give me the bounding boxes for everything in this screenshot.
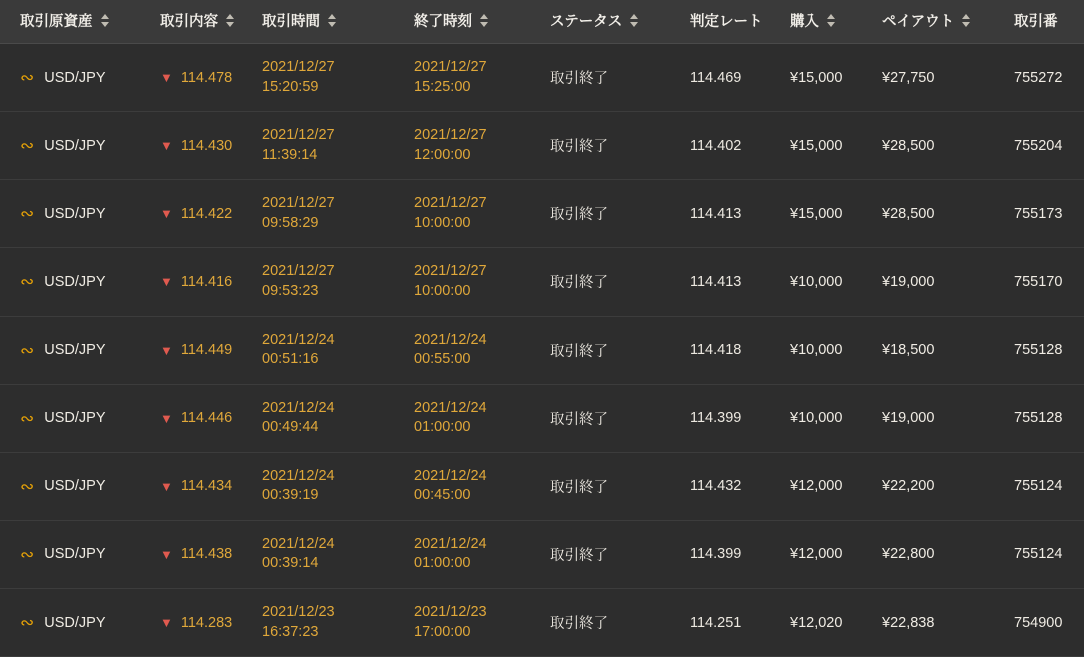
asset-label: USD/JPY [44, 614, 106, 631]
table-row[interactable] [0, 112, 1084, 180]
cell-asset [0, 180, 160, 248]
trade-time: 16:37:23 [262, 623, 319, 640]
entry-rate: 114.283 [180, 614, 233, 631]
cell-judge-rate [690, 44, 790, 112]
cell-asset [0, 112, 160, 180]
entry-rate: 114.478 [180, 69, 233, 86]
trade-time: 11:39:14 [262, 146, 318, 163]
cell-payout [882, 248, 1014, 316]
currency-pair-icon: ∾ [20, 68, 35, 88]
judge-rate: 114.402 [690, 137, 742, 154]
cell-asset [0, 520, 160, 588]
trade-time: 00:51:16 [262, 351, 319, 368]
trade-date: 2021/12/24 [262, 535, 335, 552]
arrow-down-icon: ▼ [160, 138, 173, 154]
currency-pair-icon: ∾ [20, 340, 35, 360]
entry-rate: 114.422 [180, 205, 233, 222]
trade-number: 755204 [1014, 137, 1063, 154]
judge-rate: 114.399 [690, 546, 742, 563]
end-time: 17:00:00 [414, 623, 471, 640]
cell-asset [0, 316, 160, 384]
judge-rate: 114.413 [690, 273, 742, 290]
trade-time: 09:53:23 [262, 282, 319, 299]
cell-end-time [414, 112, 550, 180]
judge-rate: 114.413 [690, 205, 742, 222]
cell-status [550, 316, 690, 384]
payout-amount: ¥27,750 [882, 69, 935, 86]
purchase-amount: ¥15,000 [790, 205, 843, 222]
cell-trade-number [1014, 44, 1084, 112]
cell-payout [882, 44, 1014, 112]
table-body [0, 44, 1084, 657]
cell-purchase [790, 316, 882, 384]
status-badge: 取引終了 [550, 616, 608, 633]
column-header-end-time-label: 終了時刻 [414, 14, 472, 30]
arrow-down-icon: ▼ [160, 615, 173, 631]
judge-rate: 114.251 [690, 614, 742, 631]
cell-trade-content [160, 180, 262, 248]
sort-icon[interactable] [827, 14, 835, 27]
cell-purchase [790, 248, 882, 316]
cell-purchase [790, 112, 882, 180]
cell-purchase [790, 44, 882, 112]
trade-number: 755124 [1014, 546, 1063, 563]
trade-date: 2021/12/24 [262, 399, 335, 416]
entry-rate: 114.430 [180, 137, 233, 154]
cell-purchase [790, 520, 882, 588]
cell-trade-content [160, 452, 262, 520]
column-header-trade-time-label: 取引時間 [262, 14, 320, 30]
trade-number: 755128 [1014, 342, 1063, 359]
cell-end-time [414, 384, 550, 452]
cell-payout [882, 452, 1014, 520]
cell-trade-time [262, 452, 414, 520]
judge-rate: 114.399 [690, 410, 742, 427]
cell-trade-number [1014, 180, 1084, 248]
trade-time: 00:39:19 [262, 487, 319, 504]
column-header-asset[interactable] [0, 0, 160, 44]
purchase-amount: ¥10,000 [790, 410, 843, 427]
column-header-judge-rate [690, 0, 790, 44]
end-time: 12:00:00 [414, 146, 471, 163]
trade-time: 15:20:59 [262, 78, 319, 95]
sort-icon[interactable] [480, 14, 488, 27]
cell-trade-number [1014, 384, 1084, 452]
trade-number: 755173 [1014, 205, 1063, 222]
cell-judge-rate [690, 248, 790, 316]
sort-icon[interactable] [328, 14, 336, 27]
cell-trade-time [262, 589, 414, 657]
column-header-trade-number-label: 取引番 [1014, 14, 1058, 30]
cell-asset [0, 589, 160, 657]
cell-trade-number [1014, 248, 1084, 316]
status-badge: 取引終了 [550, 411, 608, 428]
asset-label: USD/JPY [44, 137, 106, 154]
currency-pair-icon: ∾ [20, 544, 35, 564]
cell-status [550, 112, 690, 180]
cell-trade-time [262, 520, 414, 588]
cell-purchase [790, 452, 882, 520]
arrow-down-icon: ▼ [160, 546, 173, 562]
table-row[interactable] [0, 44, 1084, 112]
column-header-judge-rate-label: 判定レート [690, 14, 763, 30]
trade-date: 2021/12/27 [262, 263, 335, 280]
trade-date: 2021/12/24 [262, 331, 335, 348]
cell-trade-number [1014, 589, 1084, 657]
cell-status [550, 452, 690, 520]
trade-date: 2021/12/24 [262, 467, 335, 484]
entry-rate: 114.438 [180, 546, 233, 563]
cell-payout [882, 180, 1014, 248]
cell-trade-content [160, 112, 262, 180]
trade-date: 2021/12/27 [262, 127, 335, 144]
cell-trade-time [262, 44, 414, 112]
table-row[interactable] [0, 589, 1084, 657]
cell-purchase [790, 384, 882, 452]
end-time: 00:45:00 [414, 487, 471, 504]
sort-icon[interactable] [962, 14, 970, 27]
cell-trade-number [1014, 112, 1084, 180]
column-header-trade-number [1014, 0, 1084, 44]
end-time: 01:00:00 [414, 419, 471, 436]
cell-asset [0, 384, 160, 452]
asset-label: USD/JPY [44, 410, 106, 427]
cell-trade-content [160, 384, 262, 452]
end-date: 2021/12/24 [414, 399, 487, 416]
trade-date: 2021/12/27 [262, 59, 335, 75]
sort-icon[interactable] [630, 14, 638, 27]
currency-pair-icon: ∾ [20, 476, 35, 496]
status-badge: 取引終了 [550, 71, 608, 88]
payout-amount: ¥28,500 [882, 205, 935, 222]
cell-trade-content [160, 316, 262, 384]
table-row[interactable] [0, 180, 1084, 248]
cell-status [550, 44, 690, 112]
arrow-down-icon: ▼ [160, 206, 173, 222]
purchase-amount: ¥10,000 [790, 273, 843, 290]
end-time: 15:25:00 [414, 78, 471, 95]
arrow-down-icon: ▼ [160, 478, 173, 494]
payout-amount: ¥22,800 [882, 546, 935, 563]
trade-number: 755124 [1014, 478, 1063, 495]
table-header [0, 0, 1084, 44]
payout-amount: ¥28,500 [882, 137, 935, 154]
trade-time: 00:49:44 [262, 419, 319, 436]
asset-label: USD/JPY [44, 546, 106, 563]
cell-judge-rate [690, 316, 790, 384]
cell-trade-content [160, 589, 262, 657]
cell-end-time [414, 180, 550, 248]
column-header-payout[interactable] [882, 0, 1014, 44]
cell-trade-time [262, 112, 414, 180]
cell-judge-rate [690, 589, 790, 657]
entry-rate: 114.446 [180, 410, 233, 427]
purchase-amount: ¥15,000 [790, 137, 843, 154]
trade-number: 755272 [1014, 69, 1063, 86]
trade-number: 755128 [1014, 410, 1063, 427]
payout-amount: ¥22,838 [882, 614, 935, 631]
column-header-asset-label: 取引原資産 [20, 14, 93, 30]
cell-end-time [414, 520, 550, 588]
end-date: 2021/12/27 [414, 263, 487, 280]
end-date: 2021/12/27 [414, 127, 487, 144]
cell-payout [882, 384, 1014, 452]
entry-rate: 114.416 [180, 273, 233, 290]
cell-trade-time [262, 248, 414, 316]
column-header-end-time[interactable] [414, 0, 550, 44]
cell-trade-content [160, 44, 262, 112]
cell-payout [882, 112, 1014, 180]
trade-number: 755170 [1014, 273, 1063, 290]
cell-status [550, 180, 690, 248]
cell-end-time [414, 589, 550, 657]
arrow-down-icon: ▼ [160, 274, 173, 290]
judge-rate: 114.469 [690, 69, 742, 86]
cell-status [550, 520, 690, 588]
asset-label: USD/JPY [44, 205, 106, 222]
asset-label: USD/JPY [44, 273, 106, 290]
cell-trade-content [160, 520, 262, 588]
cell-judge-rate [690, 384, 790, 452]
cell-trade-content [160, 248, 262, 316]
cell-end-time [414, 452, 550, 520]
entry-rate: 114.449 [180, 342, 233, 359]
end-date: 2021/12/24 [414, 535, 487, 552]
end-date: 2021/12/23 [414, 604, 487, 620]
cell-trade-number [1014, 520, 1084, 588]
payout-amount: ¥22,200 [882, 478, 935, 495]
cell-status [550, 384, 690, 452]
asset-label: USD/JPY [44, 342, 106, 359]
cell-status [550, 589, 690, 657]
cell-judge-rate [690, 520, 790, 588]
table-row[interactable] [0, 248, 1084, 316]
cell-trade-number [1014, 316, 1084, 384]
cell-trade-number [1014, 452, 1084, 520]
trade-time: 00:39:14 [262, 555, 319, 572]
status-badge: 取引終了 [550, 139, 608, 156]
currency-pair-icon: ∾ [20, 136, 35, 156]
asset-label: USD/JPY [44, 69, 106, 86]
column-header-content-label: 取引内容 [160, 14, 218, 30]
end-date: 2021/12/24 [414, 467, 487, 484]
end-date: 2021/12/24 [414, 331, 487, 348]
purchase-amount: ¥15,000 [790, 69, 843, 86]
cell-end-time [414, 316, 550, 384]
currency-pair-icon: ∾ [20, 613, 35, 633]
cell-judge-rate [690, 452, 790, 520]
column-header-status-label: ステータス [550, 14, 623, 30]
judge-rate: 114.432 [690, 478, 742, 495]
asset-label: USD/JPY [44, 478, 106, 495]
cell-end-time [414, 44, 550, 112]
cell-judge-rate [690, 180, 790, 248]
cell-status [550, 248, 690, 316]
column-header-status[interactable] [550, 0, 690, 44]
payout-amount: ¥19,000 [882, 273, 935, 290]
arrow-down-icon: ▼ [160, 70, 173, 86]
cell-purchase [790, 180, 882, 248]
table-row[interactable] [0, 316, 1084, 384]
entry-rate: 114.434 [180, 478, 233, 495]
status-badge: 取引終了 [550, 207, 608, 224]
status-badge: 取引終了 [550, 343, 608, 360]
arrow-down-icon: ▼ [160, 410, 173, 426]
purchase-amount: ¥12,000 [790, 546, 843, 563]
status-badge: 取引終了 [550, 479, 608, 496]
payout-amount: ¥18,500 [882, 342, 935, 359]
status-badge: 取引終了 [550, 275, 608, 292]
currency-pair-icon: ∾ [20, 272, 35, 292]
end-time: 10:00:00 [414, 282, 471, 299]
trade-time: 09:58:29 [262, 214, 319, 231]
purchase-amount: ¥10,000 [790, 342, 843, 359]
column-header-purchase[interactable] [790, 0, 882, 44]
cell-purchase [790, 589, 882, 657]
end-time: 00:55:00 [414, 351, 471, 368]
end-time: 10:00:00 [414, 214, 471, 231]
purchase-amount: ¥12,000 [790, 478, 843, 495]
cell-trade-time [262, 316, 414, 384]
cell-asset [0, 248, 160, 316]
sort-icon[interactable] [226, 14, 234, 27]
table-row[interactable] [0, 384, 1084, 452]
trade-number: 754900 [1014, 614, 1063, 631]
currency-pair-icon: ∾ [20, 204, 35, 224]
cell-judge-rate [690, 112, 790, 180]
cell-trade-time [262, 180, 414, 248]
table-row[interactable] [0, 520, 1084, 588]
cell-payout [882, 316, 1014, 384]
table-row[interactable] [0, 452, 1084, 520]
cell-asset [0, 452, 160, 520]
arrow-down-icon: ▼ [160, 342, 173, 358]
cell-payout [882, 589, 1014, 657]
column-header-content[interactable] [160, 0, 262, 44]
cell-asset [0, 44, 160, 112]
purchase-amount: ¥12,020 [790, 614, 843, 631]
status-badge: 取引終了 [550, 547, 608, 564]
end-date: 2021/12/27 [414, 59, 487, 75]
trade-date: 2021/12/23 [262, 604, 335, 620]
column-header-payout-label: ペイアウト [882, 14, 955, 30]
payout-amount: ¥19,000 [882, 410, 935, 427]
judge-rate: 114.418 [690, 342, 742, 359]
cell-trade-time [262, 384, 414, 452]
sort-icon[interactable] [101, 14, 109, 27]
column-header-purchase-label: 購入 [790, 14, 819, 30]
currency-pair-icon: ∾ [20, 408, 35, 428]
cell-payout [882, 520, 1014, 588]
column-header-trade-time[interactable] [262, 0, 414, 44]
cell-end-time [414, 248, 550, 316]
end-date: 2021/12/27 [414, 195, 487, 212]
trade-date: 2021/12/27 [262, 195, 335, 212]
table-header-row [0, 0, 1084, 44]
end-time: 01:00:00 [414, 555, 471, 572]
